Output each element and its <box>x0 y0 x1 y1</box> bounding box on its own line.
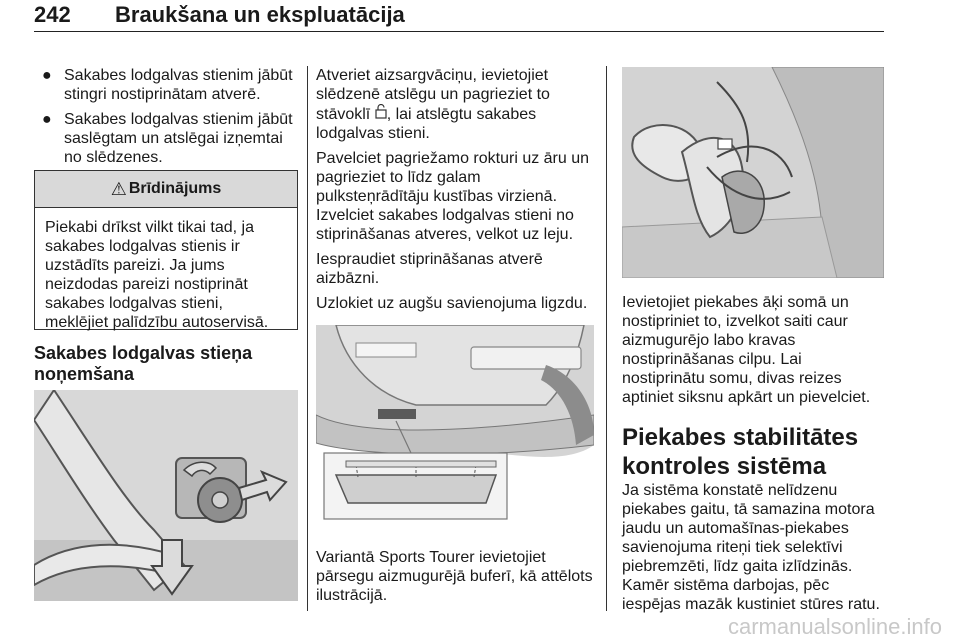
page-number: 242 <box>34 2 71 27</box>
subheading-removal: Sakabes lodgalvas stieņa noņemšana <box>34 343 253 384</box>
running-title: Braukšana un ekspluatācija <box>115 2 405 27</box>
paragraph: Iespraudiet stiprināšanas atverē aizbāzni. <box>316 251 543 287</box>
column-divider <box>606 66 607 611</box>
warning-title: Brīdinājums <box>128 180 222 197</box>
bullet-dot-icon: ● <box>42 67 52 84</box>
header-rule <box>34 31 884 32</box>
unlock-icon <box>375 104 387 124</box>
section-heading-trailer-stability: Piekabes stabilitātes kontroles sistēma <box>622 424 859 480</box>
paragraph: Pavelciet pagriežamo rokturi uz āru un pagrieziet to līdz galam pulksteņrādītāju kustības virzienā. Izvelciet sakabes lodgalvas stieni no stiprināšanas atveres, velkot uz leju. <box>316 150 590 243</box>
warning-header <box>35 171 297 208</box>
bullet-item: ● Sakabes lodgalvas stienim jābūt stingri nostiprinātam atverē. <box>42 67 293 103</box>
illustration-hook-in-bag <box>622 67 884 278</box>
paragraph: Ievietojiet piekabes āķi somā un nostipriniet to, izvelkot saiti caur aizmugurējo labo kravas nostiprināšanas cilpu. Lai nostiprinātu somu, divas reizes aptiniet siksnu apkārt un pievelciet. <box>622 294 871 406</box>
caption-sports-tourer: Variantā Sports Tourer ievietojiet pārsegu aizmugurējā buferī, kā attēlots ilustrācijā. <box>316 549 593 604</box>
paragraph: Uzlokiet uz augšu savienojuma ligzdu. <box>316 295 588 312</box>
illustration-tow-bar-lock <box>34 390 298 601</box>
warning-text: Piekabi drīkst vilkt tikai tad, ja sakabes lodgalvas stienis ir uzstādīts pareizi. Ja jums neizdodas pareizi nostiprināt sakabes lodgalvas stieni, meklējiet palīdzību autoservisā. <box>45 219 269 331</box>
column-2 <box>316 66 594 319</box>
illustration-rear-bumper-cover <box>316 325 594 537</box>
column-1 <box>34 66 300 173</box>
bullet-item: ● Sakabes lodgalvas stienim jābūt saslēgtam un atslēgai izņemtai no slēdzenes. <box>42 111 293 166</box>
paragraph: Ja sistēma konstatē nelīdzenu piekabes gaitu, tā samazina motora jaudu un automašīnas-piekabes savienojuma riteņi tiek selektīvi piebremzēti, līdz gaita izlīdzinās. Kamēr sistēma darbojas, pēc iespējas mazāk kustiniet stūres ratu. <box>622 482 880 613</box>
paragraph: Atveriet aizsargvāciņu, ievietojiet slēdzenē atslēgu un pagrieziet to stāvoklī , lai atslēgtu sakabes lodgalvas stieni. <box>316 67 550 142</box>
column-divider <box>307 66 308 611</box>
warning-box <box>34 170 298 330</box>
bullet-dot-icon: ● <box>42 111 52 128</box>
watermark: carmanualsonline.info <box>727 614 942 639</box>
warning-triangle-icon: ⚠ <box>110 178 127 199</box>
